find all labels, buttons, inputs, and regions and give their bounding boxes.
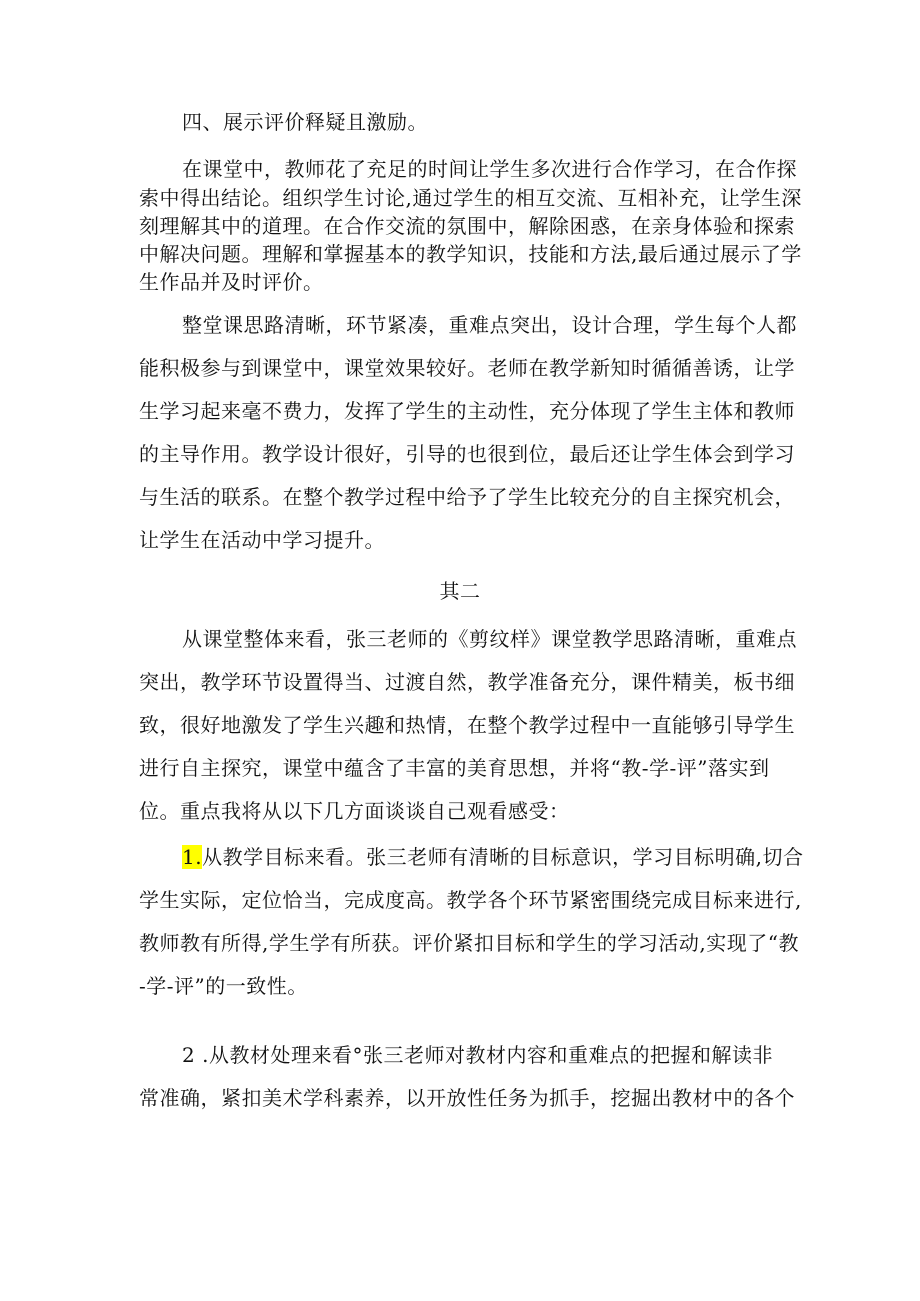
paragraph-line: 从课堂整体来看，张三老师的《剪纹样》课堂教学思路清晰，重难点 — [182, 627, 797, 651]
list-item-2: 2 .从教材处理来看°张三老师对教材内容和重难点的把握和解读非 — [182, 1043, 773, 1067]
list-item-text: 从教学目标来看。张三老师有清晰的目标意识，学习目标明确,切合 — [202, 845, 804, 869]
paragraph-line: 索中得出结论。组织学生讨论,通过学生的相互交流、互相补充，让学生深 — [139, 186, 802, 210]
paragraph-line: 致，很好地激发了学生兴趣和热情，在整个教学过程中一直能够引导学生 — [139, 713, 795, 737]
paragraph-line: 常准确，紧扣美术学科素养，以开放性任务为抓手，挖掘出教材中的各个 — [139, 1086, 795, 1110]
section-heading-4: 四、展示评价释疑且激励。 — [182, 110, 428, 134]
paragraph-line: 与生活的联系。在整个教学过程中给予了学生比较充分的自主探究机会， — [139, 485, 795, 509]
list-item-1 — [182, 844, 803, 870]
paragraph-line: 学生实际，定位恰当，完成度高。教学各个环节紧密围绕完成目标来进行, — [139, 888, 802, 912]
paragraph-line: 整堂课思路清晰，环节紧凑，重难点突出，设计合理，学生每个人都 — [182, 313, 797, 337]
paragraph-line: 进行自主探究，课堂中蕴含了丰富的美育思想，并将“教-学-评”落实到 — [139, 756, 770, 780]
paragraph-line: 突出，教学环节设置得当、过渡自然，教学准备充分，课件精美，板书细 — [139, 670, 795, 694]
paragraph-line: 生作品并及时评价。 — [139, 270, 324, 294]
highlighted-list-marker: 1. — [182, 845, 203, 869]
paragraph-line: 刻理解其中的道理。在合作交流的氛围中，解除困惑，在亲身体验和探索 — [139, 214, 795, 238]
paragraph-line: 位。重点我将从以下几方面谈谈自己观看感受： — [139, 799, 570, 823]
paragraph-line: 的主导作用。教学设计很好，引导的也很到位，最后还让学生体会到学习 — [139, 442, 795, 466]
paragraph-line: 教师教有所得,学生学有所获。评价紧扣目标和学生的学习活动,实现了“教 — [139, 931, 799, 955]
paragraph-line: -学-评”的一致性。 — [139, 974, 308, 998]
paragraph-line: 中解决问题。理解和掌握基本的教学知识，技能和方法,最后通过展示了学 — [139, 242, 802, 266]
paragraph-line: 生学习起来毫不费力，发挥了学生的主动性，充分体现了学生主体和教师 — [139, 399, 795, 423]
paragraph-line: 让学生在活动中学习提升。 — [139, 528, 385, 552]
paragraph-line: 在课堂中，教师花了充足的时间让学生多次进行合作学习，在合作探 — [182, 157, 797, 181]
section-title: 其二 — [439, 579, 481, 603]
paragraph-line: 能积极参与到课堂中，课堂效果较好。老师在教学新知时循循善诱，让学 — [139, 356, 795, 380]
